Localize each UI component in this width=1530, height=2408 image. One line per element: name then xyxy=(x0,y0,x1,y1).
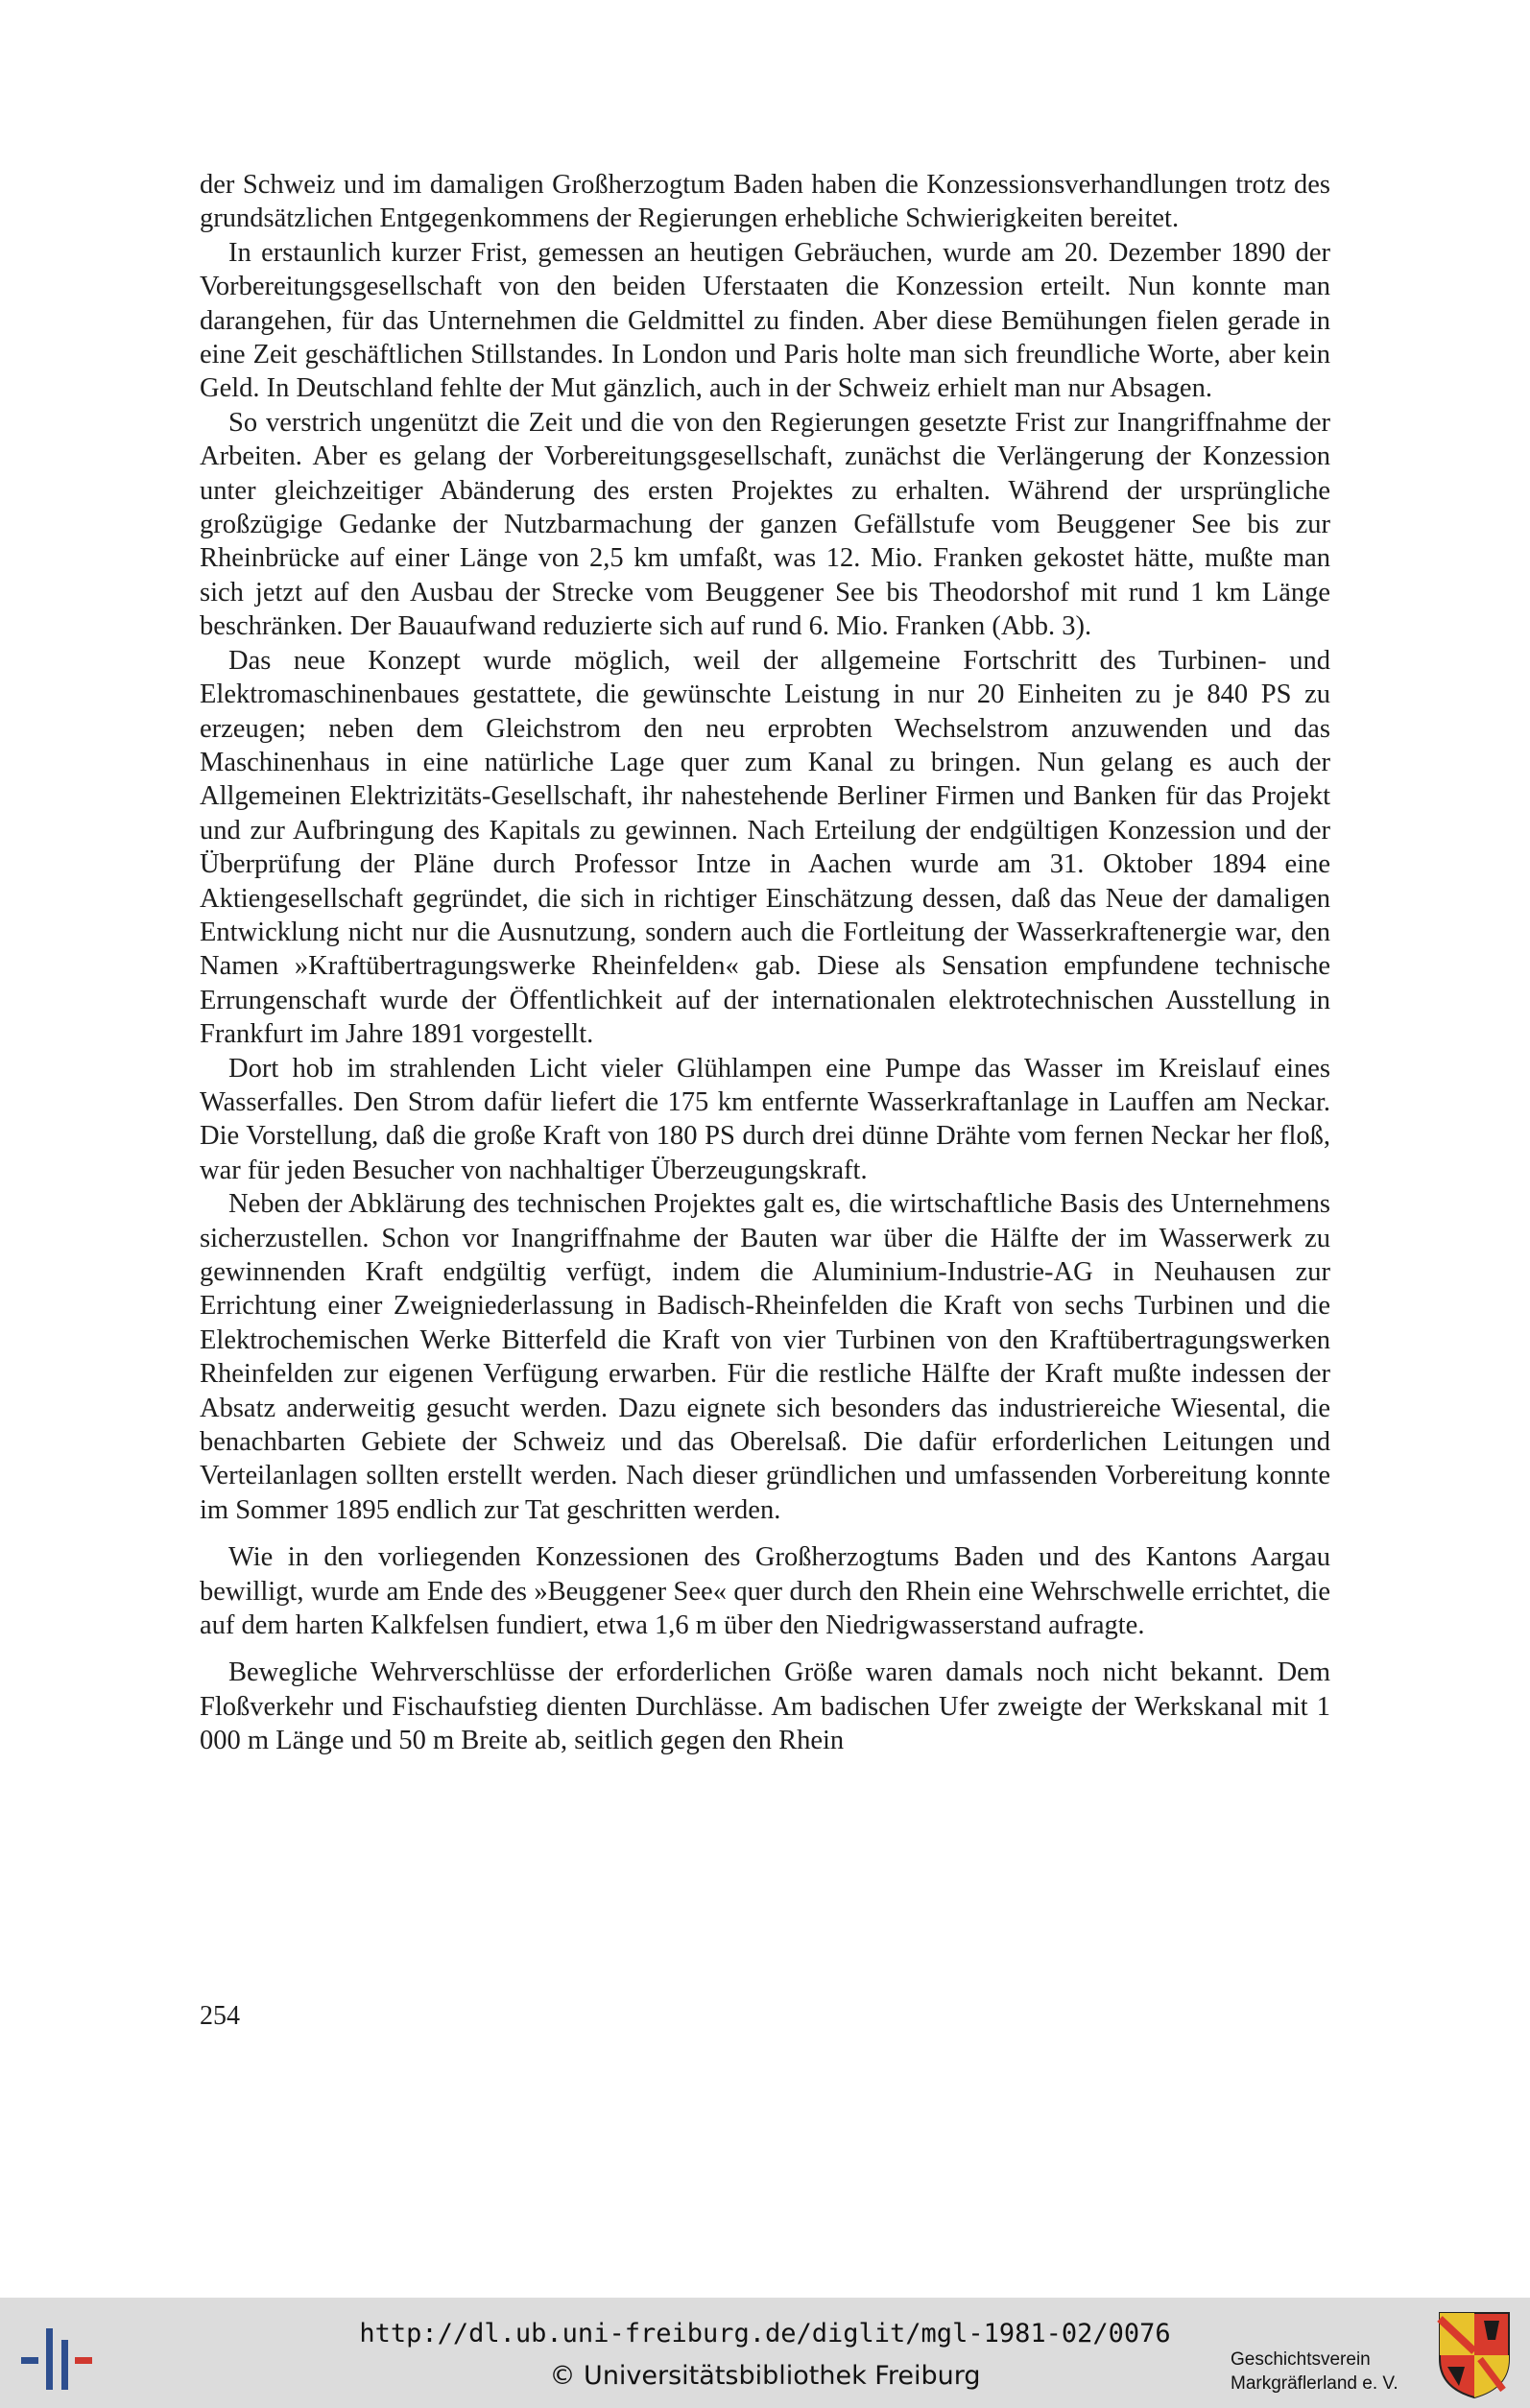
paragraph: Das neue Konzept wurde möglich, weil der allgemeine Fortschritt des Turbinen- und Elektromaschinenbaues gestattete, die gewünschte Leistung in nur 20 Einheiten zu je 840 PS zu erzeugen; neben dem Gleichstrom den neu erprobten Wechselstrom anzuwenden und das Maschinenhaus in eine natürliche Lage quer zum Kanal zu bringen. Nun gelang es auch der Allgemeinen Elektrizitäts-Gesellschaft, ihr nahestehende Berliner Firmen und Banken für das Projekt und zur Aufbringung des Kapitals zu gewinnen. Nach Erteilung der endgültigen Konzession und der Überprüfung der Pläne durch Professor Intze in Aachen wurde am 31. Oktober 1894 eine Aktiengesellschaft gegründet, die sich in richtiger Einschätzung dessen, daß das Neue der damaligen Entwicklung nicht nur die Ausnutzung, sondern auch die Fortleitung der Wasserkraftenergie war, den Namen »Kraftübertragungswerke Rheinfelden« gab. Diese als Sensation empfundene technische Errungenschaft wurde der Öffentlichkeit auf der internationalen elektrotechnischen Ausstellung in Frankfurt im Jahre 1891 vorgestellt. xyxy=(200,645,1330,1050)
footer-bar xyxy=(0,2298,1530,2408)
paragraph: der Schweiz und im damaligen Großherzogtum Baden haben die Konzessionsverhandlungen trotz des grundsätzlichen Entgegenkommens der Regierungen erhebliche Schwierigkeiten bereitet. xyxy=(200,170,1330,234)
coat-of-arms-icon xyxy=(1436,2309,1513,2399)
permalink-link[interactable]: http://dl.ub.uni-freiburg.de/diglit/mgl-1981-02/0076 xyxy=(359,2319,1171,2348)
paragraph: In erstaunlich kurzer Frist, gemessen an heutigen Gebräuchen, wurde am 20. Dezember 1890 der Vorbereitungsgesellschaft von den beiden Uferstaaten die Konzession erteilt. Nun konnte man darangehen, für das Unternehmen die Geldmittel zu finden. Aber diese Bemühungen fielen gerade in eine Zeit geschäftlichen Stillstandes. In London und Paris holte man sich freundliche Worte, aber kein Geld. In Deutschland fehlte der Mut gänzlich, auch in der Schweiz erhielt man nur Absagen. xyxy=(200,237,1330,404)
page-number: 254 xyxy=(200,2001,240,2031)
page-body xyxy=(200,168,1330,1758)
society-name-line: Markgräflerland e. V. xyxy=(1231,2373,1399,2394)
paragraph: Dort hob im strahlenden Licht vieler Glühlampen eine Pumpe das Wasser im Kreislauf eines Wasserfalles. Den Strom dafür liefert die 175 km entfernte Wasserkraftanlage in Lauffen am Neckar. Die Vorstellung, daß die große Kraft von 180 PS durch drei dünne Drähte vom fernen Neckar her floß, war für jeden Besucher von nachhaltiger Überzeugungskraft. xyxy=(200,1053,1330,1185)
society-name xyxy=(1231,2348,1399,2396)
paragraph: Wie in den vorliegenden Konzessionen des Großherzogtums Baden und des Kantons Aargau bewilligt, wurde am Ende des »Beuggener See« quer durch den Rhein eine Wehrschwelle errichtet, die auf dem harten Kalkfelsen fundiert, etwa 1,6 m über den Niedrigwasserstand aufragte. xyxy=(200,1542,1330,1641)
copyright-text: © Universitätsbibliothek Freiburg xyxy=(549,2361,981,2391)
paragraph: Bewegliche Wehrverschlüsse der erforderlichen Größe waren damals noch nicht bekannt. Dem Floßverkehr und Fischaufstieg dienten Durchlässe. Am badischen Ufer zweigte der Werkskanal mit 1 000 m Länge und 50 m Breite ab, seitlich gegen den Rhein xyxy=(200,1657,1330,1756)
society-name-line: Geschichtsverein xyxy=(1231,2349,1371,2370)
paragraph: Neben der Abklärung des technischen Projektes galt es, die wirtschaftliche Basis des Unternehmens sicherzustellen. Schon vor Inangriffnahme der Bauten war über die Hälfte der im Wasserwerk zu gewinnenden Kraft endgültig verfügt, indem die Aluminium-Industrie-AG in Neuhausen zur Errichtung einer Zweigniederlassung in Badisch-Rheinfelden die Kraft von sechs Turbinen und die Elektrochemischen Werke Bitterfeld die Kraft von vier Turbinen von den Kraftübertragungswerken Rheinfelden zur eigenen Verfügung erwarben. Für die restliche Hälfte der Kraft mußte indessen der Absatz anderweitig gesucht werden. Dazu eignete sich besonders das industriereiche Wiesental, die benachbarten Gebiete der Schweiz und das Oberelsaß. Die dafür erforderlichen Leitungen und Verteilanlagen sollten erstellt werden. Nach dieser gründlichen und umfassenden Vorbereitung konnte im Sommer 1895 endlich zur Tat geschritten werden. xyxy=(200,1189,1330,1525)
paragraph: So verstrich ungenützt die Zeit und die von den Regierungen gesetzte Frist zur Inangriffnahme der Arbeiten. Aber es gelang der Vorbereitungsgesellschaft, zunächst die Verlängerung der Konzession unter gleichzeitiger Abänderung des ersten Projektes zu erhalten. Während der ursprüngliche großzügige Gedanke der Nutzbarmachung der ganzen Gefällstufe vom Beuggener See bis zur Rheinbrücke auf einer Länge von 2,5 km umfaßt, was 12. Mio. Franken gekostet hätte, mußte man sich jetzt auf den Ausbau der Strecke vom Beuggener See bis Theodorshof mit rund 1 km Länge beschränken. Der Bauaufwand reduzierte sich auf rund 6. Mio. Franken (Abb. 3). xyxy=(200,407,1330,642)
